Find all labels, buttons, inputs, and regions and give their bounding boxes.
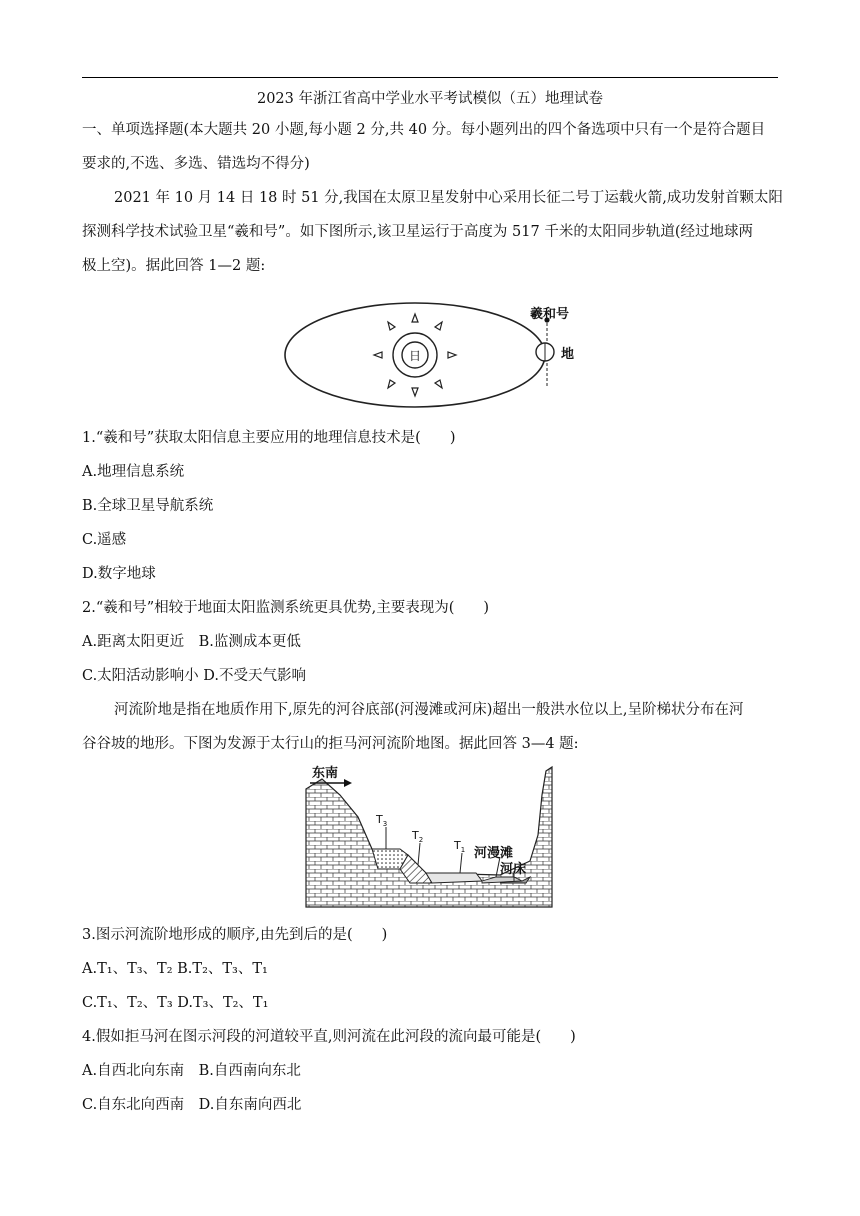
river-terrace-diagram <box>300 765 562 913</box>
bedrock <box>306 767 552 907</box>
t3-label: $T_3$ <box>376 813 388 828</box>
section-instruction-line-1: 一、单项选择题(本大题共 20 小题,每小题 2 分,共 40 分。每小题列出的四个备选项中只有一个是符合题目 <box>82 122 766 138</box>
q3-stem: 3.图示河流阶地形成的顺序,由先到后的是( ) <box>82 927 388 943</box>
t1-label: $T_1$ <box>454 839 466 854</box>
passage-1-line-3: 极上空)。据此回答 1—2 题: <box>82 258 266 274</box>
passage-2-line-1: 河流阶地是指在地质作用下,原先的河谷底部(河漫滩或河床)超出一般洪水位以上,呈阶梯状分布在河 <box>114 702 744 718</box>
header-rule <box>82 77 778 78</box>
riverbed-label: 河床 <box>500 862 527 877</box>
q1-stem: 1.“羲和号”获取太阳信息主要应用的地理信息技术是( ) <box>82 430 456 446</box>
q1-option-c: C.遥感 <box>82 532 127 548</box>
direction-label: 东南 <box>312 766 339 781</box>
q1-option-a: A.地理信息系统 <box>82 464 185 480</box>
passage-1-line-2: 探测科学技术试验卫星“羲和号”。如下图所示,该卫星运行于高度为 517 千米的太阳同步轨道(经过地球两 <box>82 224 753 240</box>
earth-icon <box>536 343 554 361</box>
orbit-diagram <box>280 300 590 415</box>
q1-option-d: D.数字地球 <box>82 566 156 582</box>
passage-1-line-1: 2021 年 10 月 14 日 18 时 51 分,我国在太原卫星发射中心采用长征二号丁运载火箭,成功发射首颗太阳 <box>114 190 783 206</box>
q3-options-ab: A.T₁、T₃、T₂ B.T₂、T₃、T₁ <box>82 961 268 977</box>
earth-label: 地 <box>561 347 575 362</box>
sun-label: 日 <box>408 349 422 363</box>
q4-options-ab: A.自西北向东南 B.自西南向东北 <box>82 1063 301 1079</box>
q1-option-b: B.全球卫星导航系统 <box>82 498 214 514</box>
floodplain-label: 河漫滩 <box>474 846 514 861</box>
satellite-label: 羲和号 <box>530 307 570 322</box>
q3-options-cd: C.T₁、T₂、T₃ D.T₃、T₂、T₁ <box>82 995 269 1011</box>
t2-label: $T_2$ <box>412 829 424 844</box>
q4-stem: 4.假如拒马河在图示河段的河道较平直,则河流在此河段的流向最可能是( ) <box>82 1029 576 1045</box>
q2-options-cd: C.太阳活动影响小 D.不受天气影响 <box>82 668 307 684</box>
page-title: 2023 年浙江省高中学业水平考试模似（五）地理试卷 <box>256 91 603 107</box>
passage-2-line-2: 谷谷坡的地形。下图为发源于太行山的拒马河河流阶地图。据此回答 3—4 题: <box>82 736 579 752</box>
section-instruction-line-2: 要求的,不选、多选、错选均不得分) <box>82 156 310 172</box>
q2-stem: 2.“羲和号”相较于地面太阳监测系统更具优势,主要表现为( ) <box>82 600 490 616</box>
q2-options-ab: A.距离太阳更近 B.监测成本更低 <box>82 634 301 650</box>
q4-options-cd: C.自东北向西南 D.自东南向西北 <box>82 1097 302 1113</box>
terrace-t1 <box>426 873 482 883</box>
